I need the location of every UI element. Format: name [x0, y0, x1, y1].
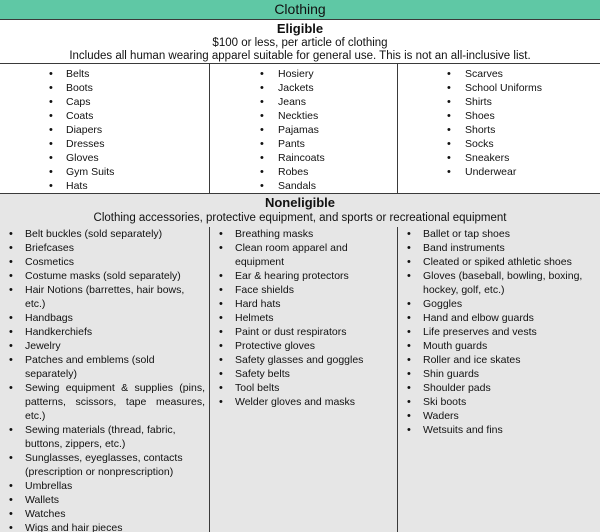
list-item: • Protective gloves	[210, 339, 397, 353]
list-item: • Welder gloves and masks	[210, 395, 397, 409]
list-item: • Underwear	[398, 165, 600, 179]
list-item: • Robes	[210, 165, 397, 179]
list-item: • Life preserves and vests	[398, 325, 600, 339]
list-item: • Coats	[0, 109, 209, 123]
list-item: • Safety belts	[210, 367, 397, 381]
list-item: • Wigs and hair pieces	[0, 521, 209, 532]
list-item: • Sandals	[210, 179, 397, 193]
list-item: • Belt buckles (sold separately)	[0, 227, 209, 241]
list-item: • Dresses	[0, 137, 209, 151]
list-item: • Socks	[398, 137, 600, 151]
eligible-column-1	[0, 64, 209, 193]
list-item: • Watches	[0, 507, 209, 521]
list-item: • Caps	[0, 95, 209, 109]
list-item: • Paint or dust respirators	[210, 325, 397, 339]
list-item: • Shirts	[398, 95, 600, 109]
list-item: • Hosiery	[210, 67, 397, 81]
eligible-items-row	[0, 64, 600, 193]
list-item: • Wetsuits and fins	[398, 423, 600, 437]
list-item: • Sneakers	[398, 151, 600, 165]
list-item: • Scarves	[398, 67, 600, 81]
list-item: • Jackets	[210, 81, 397, 95]
noneligible-description: Clothing accessories, protective equipment, and sports or recreational equipment	[93, 212, 507, 224]
list-item: • Ear & hearing protectors	[210, 269, 397, 283]
noneligible-column-3	[397, 227, 600, 532]
list-item: • Sunglasses, eyeglasses, contacts (prescription or nonprescription)	[0, 451, 209, 479]
list-item: • Jeans	[210, 95, 397, 109]
list-item: • Breathing masks	[210, 227, 397, 241]
list-item: • Belts	[0, 67, 209, 81]
list-item: • Briefcases	[0, 241, 209, 255]
eligible-column-2	[209, 64, 397, 193]
list-item: • Clean room apparel and equipment	[210, 241, 397, 269]
list-item: • Tool belts	[210, 381, 397, 395]
noneligible-heading: Noneligible	[264, 195, 336, 210]
list-item: • Sewing materials (thread, fabric, buttons, zippers, etc.)	[0, 423, 209, 451]
list-item: • Raincoats	[210, 151, 397, 165]
list-item: • Ballet or tap shoes	[398, 227, 600, 241]
list-item: • Waders	[398, 409, 600, 423]
list-item: • Sewing equipment & supplies (pins, patterns, scissors, tape measures, etc.)	[0, 381, 209, 423]
list-item: • Boots	[0, 81, 209, 95]
list-item: • Shoulder pads	[398, 381, 600, 395]
eligible-price-rule: $100 or less, per article of clothing	[212, 37, 388, 49]
list-item: • Handbags	[0, 311, 209, 325]
list-item: • Mouth guards	[398, 339, 600, 353]
list-item: • Hand and elbow guards	[398, 311, 600, 325]
list-item: • Cleated or spiked athletic shoes	[398, 255, 600, 269]
list-item: • Roller and ice skates	[398, 353, 600, 367]
list-item: • Shin guards	[398, 367, 600, 381]
list-item: • Goggles	[398, 297, 600, 311]
eligible-description: Includes all human wearing apparel suitable for general use. This is not an all-inclusive list.	[69, 50, 531, 62]
eligible-header	[0, 20, 600, 64]
noneligible-column-1	[0, 227, 209, 532]
list-item: • Gloves (baseball, bowling, boxing, hockey, golf, etc.)	[398, 269, 600, 297]
list-item: • Shoes	[398, 109, 600, 123]
list-item: • Neckties	[210, 109, 397, 123]
noneligible-column-2	[209, 227, 397, 532]
list-item: • Pajamas	[210, 123, 397, 137]
list-item: • Safety glasses and goggles	[210, 353, 397, 367]
list-item: • Pants	[210, 137, 397, 151]
list-item: • Hair Notions (barrettes, hair bows, etc.)	[0, 283, 209, 311]
list-item: • Helmets	[210, 311, 397, 325]
noneligible-items-row	[0, 227, 600, 532]
noneligible-header	[0, 193, 600, 228]
list-item: • Band instruments	[398, 241, 600, 255]
list-item: • Cosmetics	[0, 255, 209, 269]
list-item: • School Uniforms	[398, 81, 600, 95]
list-item: • Hard hats	[210, 297, 397, 311]
list-item: • Face shields	[210, 283, 397, 297]
list-item: • Handkerchiefs	[0, 325, 209, 339]
list-item: • Jewelry	[0, 339, 209, 353]
list-item: • Gloves	[0, 151, 209, 165]
list-item: • Hats	[0, 179, 209, 193]
list-item: • Shorts	[398, 123, 600, 137]
list-item: • Diapers	[0, 123, 209, 137]
table-title: Clothing	[0, 0, 600, 20]
list-item: • Gym Suits	[0, 165, 209, 179]
list-item: • Umbrellas	[0, 479, 209, 493]
list-item: • Costume masks (sold separately)	[0, 269, 209, 283]
list-item: • Wallets	[0, 493, 209, 507]
list-item: • Patches and emblems (sold separately)	[0, 353, 209, 381]
eligible-column-3	[397, 64, 600, 193]
eligible-heading: Eligible	[276, 21, 324, 36]
list-item: • Ski boots	[398, 395, 600, 409]
